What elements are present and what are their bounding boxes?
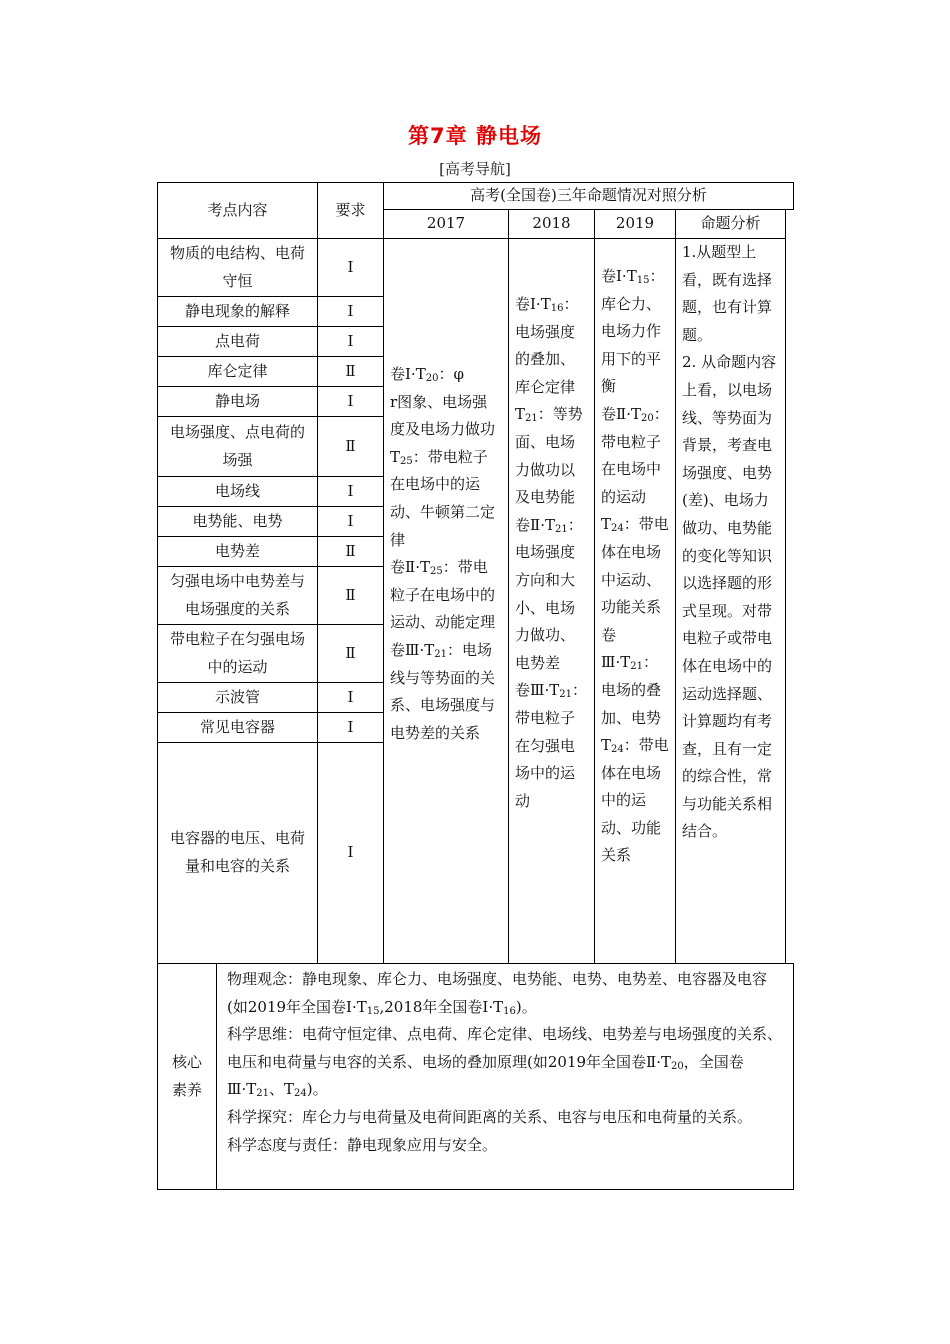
text: ：带电粒子在匀强电场中的运动 [515,681,587,810]
requirement-cell: Ⅰ [317,742,384,964]
text: ：等势面、电场力做功以及电势能 [515,405,583,507]
requirement-cell: Ⅱ [317,566,384,625]
core-label: 核心素养 [171,1052,202,1099]
requirement-cell: Ⅱ [317,356,384,387]
text: 、T [268,1080,294,1099]
header-2017: 2017 [383,209,509,239]
topic-cell: 物质的电结构、电荷守恒 [157,238,318,297]
core-line-physics-concept [227,966,785,1021]
text: ：电场的叠加、电势 [601,653,662,727]
topic-cell: 电势差 [157,536,318,567]
header-analysis: 命题分析 [675,209,786,239]
requirement-cell: Ⅰ [317,238,384,297]
text: 科学思维：电荷守恒定律、点电荷、库仑定律、电场线、电势差与电场强度的关系、电压和电荷量与电容的关系、电场的叠加原理(如2019年全国卷Ⅱ·T [227,1025,783,1071]
col-2017-cell [383,238,509,964]
subscript: 16 [550,303,564,314]
topic-cell: 静电现象的解释 [157,296,318,327]
text: T [601,515,612,534]
text: r图象、电场强度及电场力做功 [390,392,496,439]
core-line-scientific-thinking [227,1021,785,1104]
text: 科学探究：库仑力与电荷量及电荷间距离的关系、电容与电压和电荷量的关系。 [227,1107,753,1126]
requirement-cell: Ⅱ [317,536,384,567]
text: 卷Ⅰ·T [515,295,551,313]
requirement-cell: Ⅰ [317,296,384,327]
core-text-cell [216,963,794,1190]
subscript: 20 [640,412,654,424]
subscript: 16 [503,1005,516,1017]
subscript: 21 [559,689,572,701]
topic-cell: 电势能、电势 [157,506,318,537]
text: 卷Ⅲ·T [601,625,631,672]
topic-cell: 匀强电场中电势差与电场强度的关系 [157,566,318,625]
text: 卷Ⅲ·T [515,681,560,700]
subscript: 25 [400,455,413,467]
analysis-point-1: 1.从题型上看，既有选择题，也有计算题。 [682,243,773,344]
text: ，全国卷Ⅲ·T [227,1052,744,1099]
text: ：电场强度的叠加、库仑定律 [515,295,579,396]
requirement-cell: Ⅰ [317,476,384,507]
header-requirement: 要求 [317,182,384,239]
col-2019-cell [594,238,676,964]
analysis-point-2: 2. 从命题内容上看，以电场线、等势面为背景，考查电场强度、电势(差)、电场力做功、电势能的变化等知识以选择题的形式呈现。对带电粒子或带电体在电场中的运动选择题、计算题均有考查，且有一定的综合性，常与功能关系相结合。 [682,353,777,841]
text: 卷Ⅰ·T [390,365,426,383]
text: ：带电体在电场中运动、功能关系 [601,515,669,617]
core-label-cell [157,963,217,1190]
text: ：带电粒子在电场中的运动、牛顿第二定律 [390,447,496,549]
subscript: 24 [611,523,624,535]
topic-cell: 电场强度、点电荷的场强 [157,416,318,477]
analysis-cell [675,238,786,964]
text: 卷Ⅱ·T [390,558,430,577]
text: T [601,736,612,755]
requirement-cell: Ⅰ [317,682,384,713]
topic-cell: 电容器的电压、电荷量和电容的关系 [157,742,318,964]
text: ：φ [438,365,464,383]
subscript: 21 [256,1088,269,1100]
subscript: 25 [429,566,443,578]
text: ,2018年全国卷Ⅰ·T [379,997,504,1016]
text: 科学态度与责任：静电现象应用与安全。 [227,1135,498,1154]
chapter-title: 第7章 静电场 [408,124,542,148]
text: ：库仑力、电场力作用下的平衡 [601,267,665,396]
core-line-attitude [227,1132,785,1160]
requirement-cell: Ⅰ [317,712,384,743]
text: ：电场强度方向和大小、电场力做功、电势差 [515,515,583,672]
topic-cell: 电场线 [157,476,318,507]
text: T [390,447,401,466]
subscript: 21 [434,648,447,660]
text: 卷Ⅱ·T [601,404,641,423]
header-analysis-group: 高考(全国卷)三年命题情况对照分析 [383,182,794,210]
col-2018-cell [508,238,595,964]
text: 卷Ⅱ·T [515,515,555,534]
requirement-cell: Ⅰ [317,386,384,417]
section-subtitle: [高考导航] [439,160,511,178]
topic-cell: 常见电容器 [157,712,318,743]
text: ：带电粒子在电场中的运动、动能定理 [390,558,496,632]
header-2018: 2018 [508,209,595,239]
text: ：带电粒子在电场中的运动 [601,404,669,506]
topic-cell: 点电荷 [157,326,318,357]
topic-cell: 带电粒子在匀强电场中的运动 [157,624,318,683]
topic-cell: 静电场 [157,386,318,417]
header-topic: 考点内容 [157,182,318,239]
requirement-cell: Ⅱ [317,624,384,683]
header-2019: 2019 [594,209,676,239]
subscript: 21 [630,661,643,673]
topic-cell: 库仑定律 [157,356,318,387]
text: T [515,405,526,424]
text: 物理观念：静电现象、库仑力、电场强度、电势能、电势、电势差、电容器及电容(如2019年全国卷Ⅰ·T [227,970,768,1016]
subscript: 15 [636,275,650,286]
text: )。 [515,997,537,1016]
subscript: 15 [366,1005,380,1017]
subscript: 20 [671,1060,684,1072]
requirement-cell: Ⅰ [317,506,384,537]
subscript: 20 [425,373,439,384]
text: )。 [306,1080,328,1099]
core-line-scientific-inquiry [227,1104,785,1132]
subscript: 21 [525,413,538,425]
requirement-cell: Ⅱ [317,416,384,477]
subscript: 24 [294,1088,307,1100]
text: 卷Ⅰ·T [601,267,637,285]
text: ：带电体在电场中的运动、功能关系 [601,736,669,865]
text: 卷Ⅲ·T [390,640,435,659]
subscript: 24 [611,744,624,756]
requirement-cell: Ⅰ [317,326,384,357]
topic-cell: 示波管 [157,682,318,713]
subscript: 21 [554,523,568,535]
text: ：电场线与等势面的关系、电场强度与电势差的关系 [390,640,496,742]
